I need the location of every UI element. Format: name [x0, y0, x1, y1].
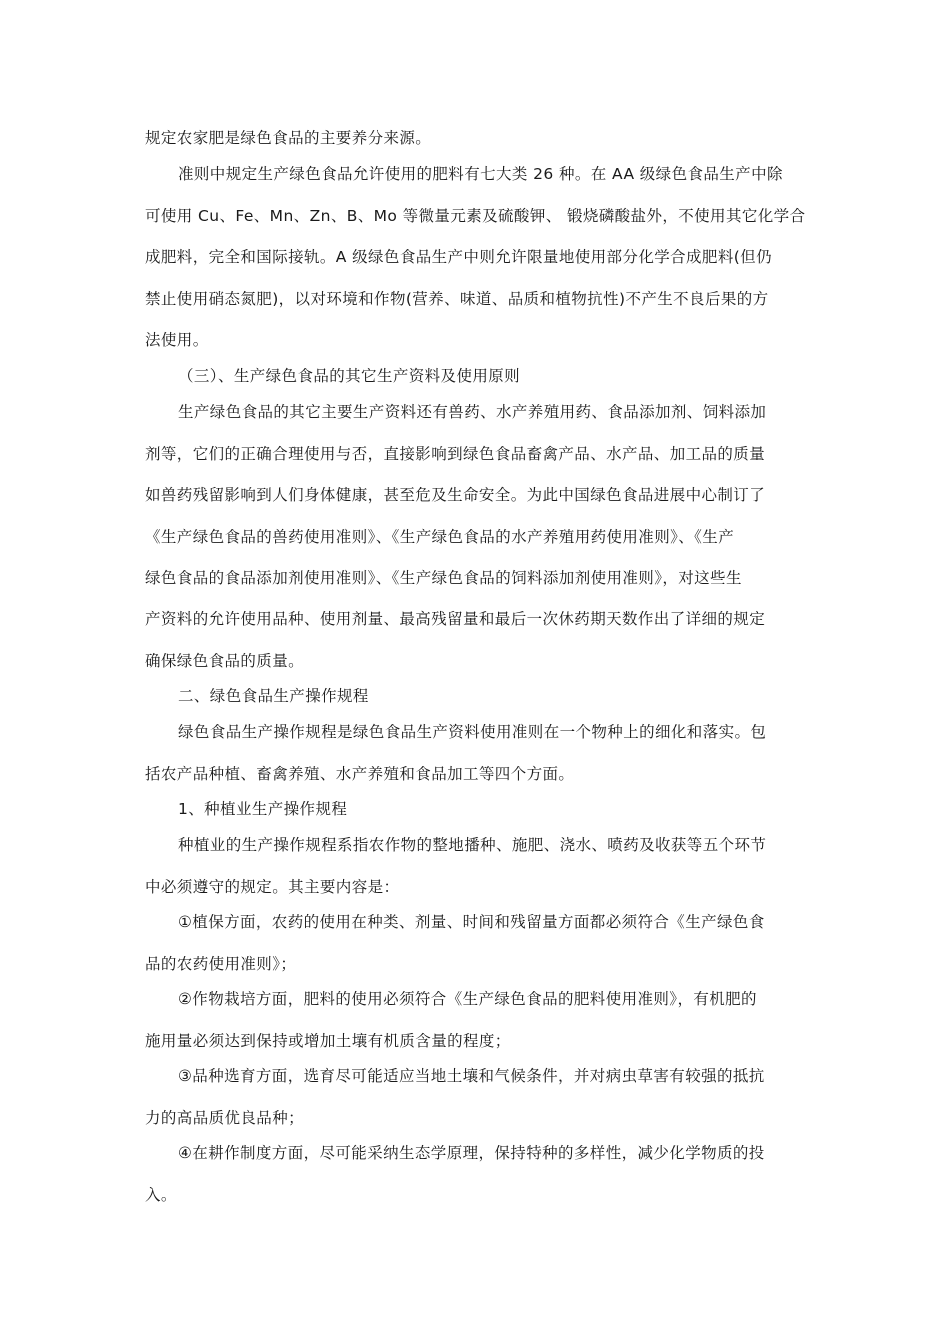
list-item-line: ④在耕作制度方面，尽可能采纳生态学原理，保持特种的多样性，减少化学物质的投 [178, 1144, 765, 1162]
paragraph-line: 可使用 Cu、Fe、Mn、Zn、B、Mo 等微量元素及硫酸钾、 锻烧磷酸盐外，不使用其它化学合 [145, 207, 806, 225]
paragraph-line: 成肥料，完全和国际接轨。A 级绿色食品生产中则允许限量地使用部分化学合成肥料(但仍 [145, 248, 772, 266]
paragraph-line: 《生产绿色食品的兽药使用准则》、《生产绿色食品的水产养殖用药使用准则》、《生产 [145, 528, 735, 546]
paragraph-line: 如兽药残留影响到人们身体健康，甚至危及生命安全。为此中国绿色食品进展中心制订了 [145, 486, 766, 504]
list-item-line: 力的高品质优良品种； [145, 1109, 305, 1127]
paragraph-line: 产资料的允许使用品种、使用剂量、最高残留量和最后一次休药期天数作出了详细的规定 [145, 610, 766, 628]
paragraph-line: 规定农家肥是绿色食品的主要养分来源。 [145, 129, 432, 147]
paragraph-line: 绿色食品生产操作规程是绿色食品生产资料使用准则在一个物种上的细化和落实。包 [178, 723, 767, 741]
section-heading: 1、种植业生产操作规程 [178, 800, 348, 818]
list-item-line: ③品种选育方面，选育尽可能适应当地土壤和气候条件，并对病虫草害有较强的抵抗 [178, 1067, 765, 1085]
section-heading: （三）、生产绿色食品的其它生产资料及使用原则 [178, 367, 521, 385]
section-heading: 二、绿色食品生产操作规程 [178, 687, 369, 705]
paragraph-line: 生产绿色食品的其它主要生产资料还有兽药、水产养殖用药、食品添加剂、饲料添加 [178, 403, 767, 421]
paragraph-line: 中必须遵守的规定。其主要内容是： [145, 878, 400, 896]
list-item-line: 品的农药使用准则》； [145, 955, 297, 973]
paragraph-line: 准则中规定生产绿色食品允许使用的肥料有七大类 26 种。在 AA 级绿色食品生产中除 [178, 165, 783, 183]
paragraph-line: 种植业的生产操作规程系指农作物的整地播种、施肥、浇水、喷药及收获等五个环节 [178, 836, 767, 854]
list-item-line: 入。 [145, 1186, 177, 1204]
list-item-line: ①植保方面，农药的使用在种类、剂量、时间和残留量方面都必须符合《生产绿色食 [178, 913, 765, 931]
paragraph-line: 绿色食品的食品添加剂使用准则》、《生产绿色食品的饲料添加剂使用准则》，对这些生 [145, 569, 742, 587]
paragraph-line: 剂等，它们的正确合理使用与否，直接影响到绿色食品畜禽产品、水产品、加工品的质量 [145, 445, 766, 463]
paragraph-line: 法使用。 [145, 331, 209, 349]
list-item-line: 施用量必须达到保持或增加土壤有机质含量的程度； [145, 1032, 511, 1050]
paragraph-line: 禁止使用硝态氮肥)，以对环境和作物(营养、味道、品质和植物抗性)不产生不良后果的方 [145, 290, 769, 308]
paragraph-line: 括农产品种植、畜禽养殖、水产养殖和食品加工等四个方面。 [145, 765, 575, 783]
list-item-line: ②作物栽培方面，肥料的使用必须符合《生产绿色食品的肥料使用准则》，有机肥的 [178, 990, 757, 1008]
paragraph-line: 确保绿色食品的质量。 [145, 652, 305, 670]
